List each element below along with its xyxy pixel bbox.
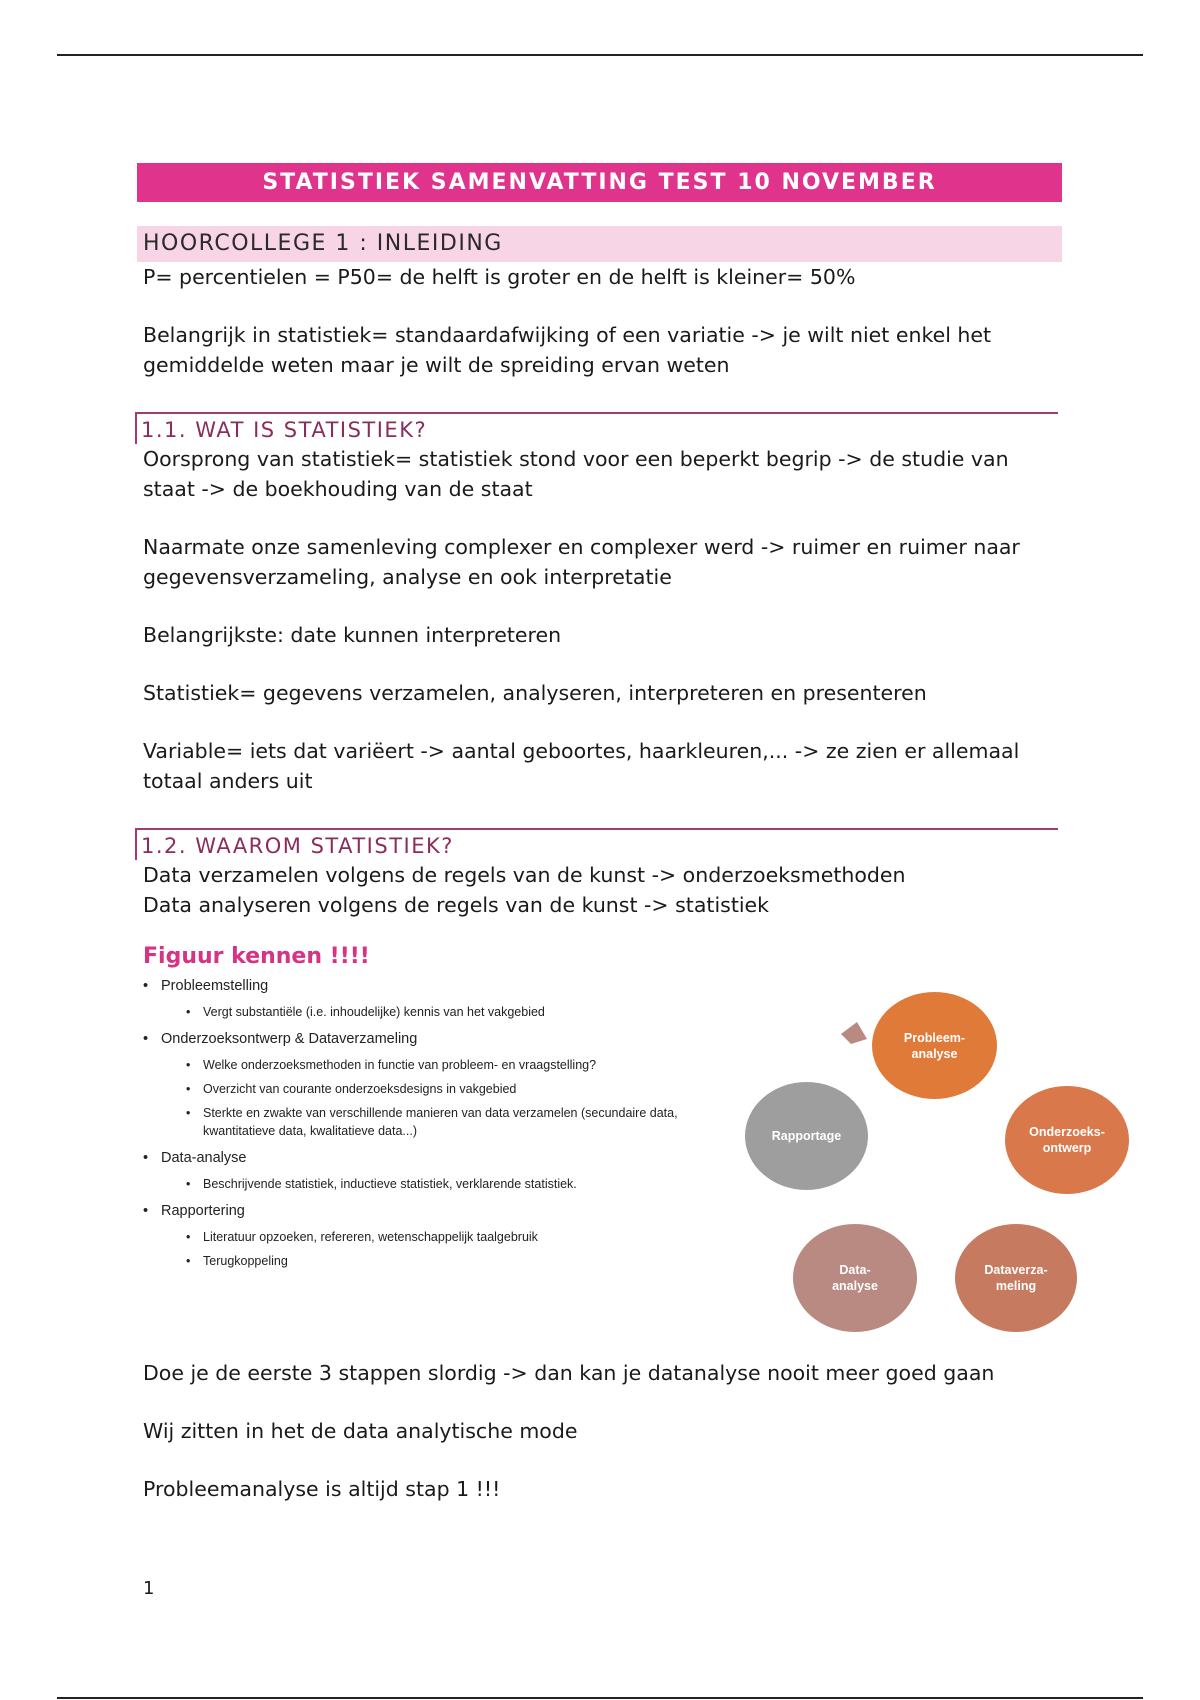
node-data-analyse: Data- analyse: [793, 1224, 917, 1332]
document-body: [137, 163, 1105, 1504]
list-subitem: • Terugkoppeling: [137, 1252, 717, 1270]
paragraph: Data analyseren volgens de regels van de kunst -> statistiek: [143, 893, 770, 917]
list-item: • Rapportering: [137, 1201, 717, 1221]
paragraph: Naarmate onze samenleving complexer en complexer werd -> ruimer en ruimer naar gegevensverzameling, analyse en ook interpretatie: [143, 535, 1020, 589]
figure-title: Figuur kennen !!!!: [143, 944, 370, 969]
top-rule: [57, 54, 1143, 56]
paragraph: Probleemanalyse is altijd stap 1 !!!: [143, 1477, 501, 1501]
heading-waarom-statistiek: 1.2. WAAROM STATISTIEK?: [135, 828, 1058, 860]
paragraph: Variable= iets dat variëert -> aantal geboortes, haarkleuren,... -> ze zien er allemaal totaal anders uit: [143, 739, 1020, 793]
node-onderzoeksontwerp: Onderzoeks- ontwerp: [1005, 1086, 1129, 1194]
paragraph: Doe je de eerste 3 stappen slordig -> dan kan je datanalyse nooit meer goed gaan: [143, 1361, 995, 1385]
list-item: • Data-analyse: [137, 1148, 717, 1168]
node-rapportage: Rapportage: [745, 1082, 868, 1190]
research-cycle-figure: [137, 972, 1122, 1352]
paragraph: Belangrijk in statistiek= standaardafwijking of een variatie -> je wilt niet enkel het gemiddelde weten maar je wilt de spreiding ervan weten: [143, 323, 992, 377]
cycle-diagram: [727, 972, 1122, 1352]
paragraph: Wij zitten in het de data analytische mode: [143, 1419, 578, 1443]
node-probleemanalyse: Probleem- analyse: [872, 992, 997, 1099]
node-dataverzameling: Dataverza- meling: [955, 1224, 1077, 1332]
list-subitem: • Beschrijvende statistiek, inductieve statistiek, verklarende statistiek.: [137, 1175, 717, 1193]
paragraph: Data verzamelen volgens de regels van de kunst -> onderzoeksmethoden: [143, 863, 906, 887]
heading-wat-is-statistiek: 1.1. WAT IS STATISTIEK?: [135, 412, 1058, 444]
list-subitem: • Sterkte en zwakte van verschillende manieren van data verzamelen (secundaire data, kwantitatieve data, kwalitatieve data...): [137, 1104, 717, 1140]
paragraph: Oorsprong van statistiek= statistiek stond voor een beperkt begrip -> de studie van staat -> de boekhouding van de staat: [143, 447, 1009, 501]
list-subitem: • Vergt substantiële (i.e. inhoudelijke) kennis van het vakgebied: [137, 1003, 717, 1021]
document-title: STATISTIEK SAMENVATTING TEST 10 NOVEMBER: [137, 163, 1062, 202]
list-subitem: • Welke onderzoeksmethoden in functie van probleem- en vraagstelling?: [137, 1056, 717, 1074]
paragraph: Statistiek= gegevens verzamelen, analyseren, interpreteren en presenteren: [143, 681, 927, 705]
arrow-up-right: [841, 1022, 867, 1044]
list-item: • Probleemstelling: [137, 976, 717, 996]
page-number: 1: [143, 1578, 155, 1599]
list-subitem: • Overzicht van courante onderzoeksdesigns in vakgebied: [137, 1080, 717, 1098]
list-item: • Onderzoeksontwerp & Dataverzameling: [137, 1029, 717, 1049]
figure-bullet-list: [137, 976, 717, 1278]
paragraph: P= percentielen = P50= de helft is groter en de helft is kleiner= 50%: [143, 265, 856, 289]
list-subitem: • Literatuur opzoeken, refereren, wetenschappelijk taalgebruik: [137, 1228, 717, 1246]
bottom-rule: [57, 1697, 1143, 1699]
heading-hoorcollege-1: HOORCOLLEGE 1 : INLEIDING: [137, 226, 1062, 262]
paragraph: Belangrijkste: date kunnen interpreteren: [143, 623, 562, 647]
